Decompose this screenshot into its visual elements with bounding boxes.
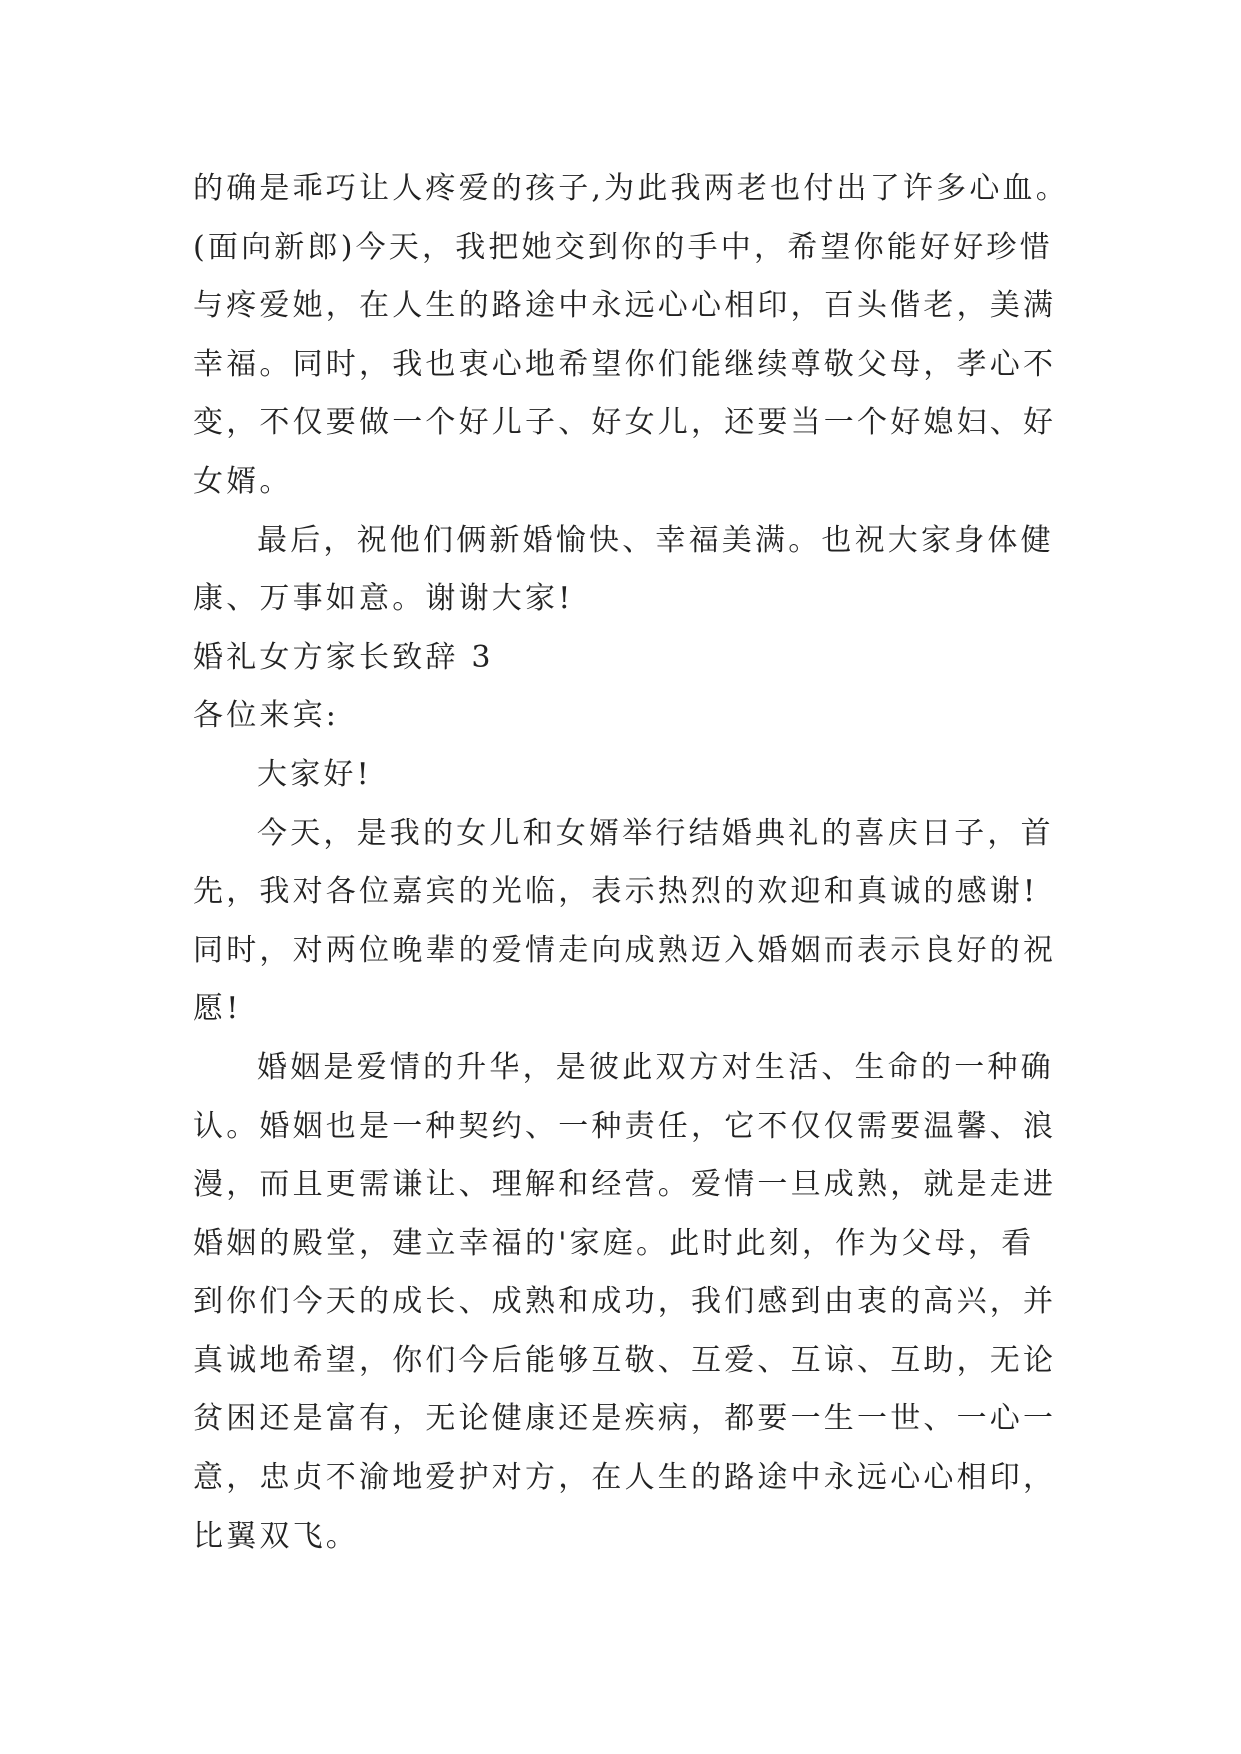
text-line: 变，不仅要做一个好儿子、好女儿，还要当一个好媳妇、好: [193, 405, 1057, 441]
text-line: 意，忠贞不渝地爱护对方，在人生的路途中永远心心相印，: [193, 1460, 1057, 1496]
paragraph-first-line: 最后，祝他们俩新婚愉快、幸福美满。也祝大家身体健: [257, 522, 1054, 558]
section-heading: 婚礼女方家长致辞 3: [193, 639, 494, 675]
paragraph-first-line: 婚姻是爱情的升华，是彼此双方对生活、生命的一种确: [257, 1049, 1054, 1085]
text-line: 漫，而且更需谦让、理解和经营。爱情一旦成熟，就是走进: [193, 1167, 1057, 1203]
text-line: 幸福。同时，我也衷心地希望你们能继续尊敬父母，孝心不: [193, 346, 1057, 382]
text-line: (面向新郎)今天，我把她交到你的手中，希望你能好好珍惜: [193, 229, 1053, 265]
text-line: 贫困还是富有，无论健康还是疾病，都要一生一世、一心一: [193, 1401, 1057, 1437]
text-line: 到你们今天的成长、成熟和成功，我们感到由衷的高兴，并: [193, 1284, 1057, 1320]
text-line: 先，我对各位嘉宾的光临，表示热烈的欢迎和真诚的感谢!: [193, 874, 1039, 910]
text-line: 与疼爱她，在人生的路途中永远心心相印，百头偕老，美满: [193, 288, 1057, 324]
text-line: 女婿。: [193, 463, 293, 499]
document-body: [193, 160, 1093, 1566]
text-line: 认。婚姻也是一种契约、一种责任，它不仅仅需要温馨、浪: [193, 1108, 1057, 1144]
paragraph-first-line: 今天，是我的女儿和女婿举行结婚典礼的喜庆日子，首: [257, 815, 1054, 851]
text-line: 婚姻的殿堂，建立幸福的'家庭。此时此刻，作为父母，看: [193, 1225, 1035, 1261]
text-line: 比翼双飞。: [193, 1518, 359, 1554]
text-line: 的确是乖巧让人疼爱的孩子,为此我两老也付出了许多心血。: [193, 171, 1069, 206]
text-line: 同时，对两位晚辈的爱情走向成熟迈入婚姻而表示良好的祝: [193, 932, 1057, 968]
salutation: 各位来宾:: [193, 698, 340, 734]
text-line: 康、万事如意。谢谢大家!: [193, 581, 574, 617]
text-line: 愿!: [193, 991, 242, 1027]
greeting: 大家好!: [257, 756, 372, 792]
text-line: 真诚地希望，你们今后能够互敬、互爱、互谅、互助，无论: [193, 1342, 1057, 1378]
